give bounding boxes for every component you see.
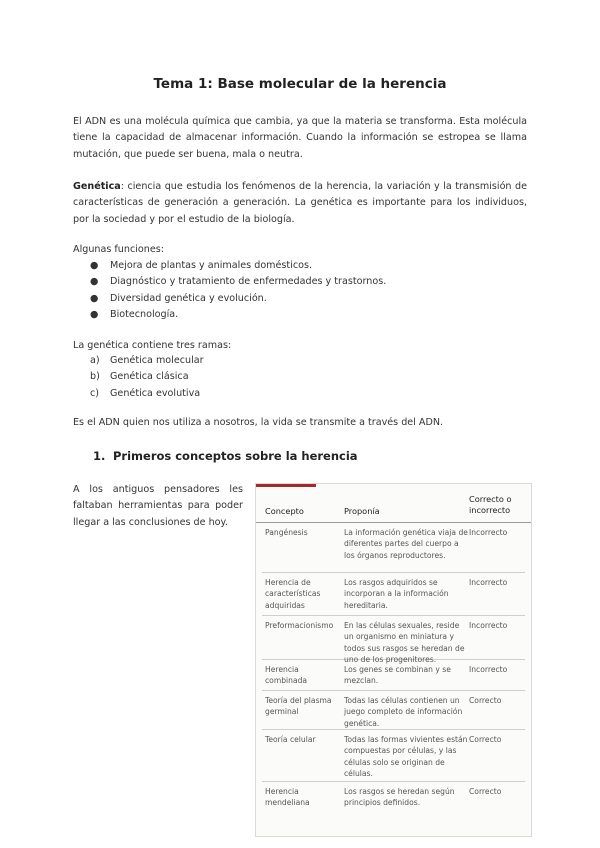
- branch-label: Genética evolutiva: [110, 387, 201, 399]
- bullet-icon: ●: [90, 292, 99, 304]
- branch-label: Genética molecular: [110, 355, 204, 366]
- concept-cell: Teoría celular: [265, 735, 316, 744]
- verdict-cell: Incorrecto: [469, 665, 508, 674]
- branch-label: Genética clásica: [110, 371, 189, 383]
- concept-cell: Pangénesis: [265, 528, 308, 537]
- header-concept: Concepto: [265, 506, 304, 516]
- intro-paragraph: El ADN es una molécula química que cambia, ya que la materia se transforma. Esta molécula tiene la capacidad de almacenar información. Cuando la información se estropea se llama mutación, que puede ser buena, mala o neutra.: [73, 116, 527, 160]
- function-text: Mejora de plantas y animales domésticos.: [110, 260, 313, 271]
- concept-cell: Teoría del plasma germinal: [265, 696, 332, 717]
- section-heading: [93, 449, 358, 463]
- genetics-term: Genética: [73, 181, 121, 192]
- proposal-cell: Los genes se combinan y se mezclan.: [344, 665, 451, 686]
- concept-cell: Herencia combinada: [265, 665, 308, 686]
- verdict-cell: Incorrecto: [469, 621, 508, 630]
- proposal-cell: En las células sexuales, reside un organismo en miniatura y todos sus rasgos se heredan de uno de los progenitores.: [344, 621, 465, 664]
- bullet-icon: ●: [90, 308, 99, 320]
- branch-marker: b): [90, 371, 100, 383]
- genetics-definition: : ciencia que estudia los fenómenos de la herencia, la variación y la transmisión de características de generación a generación. La genética es importante para los individuos, por la sociedad y por el estudio de la biología.: [73, 181, 527, 225]
- branch-marker: c): [90, 387, 100, 399]
- verdict-cell: Correcto: [469, 696, 502, 705]
- verdict-cell: Correcto: [469, 735, 502, 744]
- table-row: [262, 781, 525, 831]
- concept-cell: Herencia mendeliana: [265, 787, 310, 808]
- function-text: Diagnóstico y tratamiento de enfermedades y trastornos.: [110, 276, 387, 288]
- table-row: [262, 729, 525, 782]
- section-number: 1.: [93, 449, 106, 463]
- table-row: [262, 659, 525, 691]
- concept-cell: Herencia de características adquiridas: [265, 578, 321, 610]
- figure-accent-bar: [256, 484, 316, 487]
- function-text: Diversidad genética y evolución.: [110, 292, 267, 304]
- branch-marker: a): [90, 355, 100, 366]
- genetics-paragraph: [73, 179, 527, 228]
- table-row: [262, 690, 525, 730]
- function-text: Biotecnología.: [110, 308, 179, 320]
- concepts-table-figure: [255, 483, 532, 837]
- table-row: [262, 615, 525, 664]
- verdict-cell: Incorrecto: [469, 528, 508, 537]
- header-verdict: Correcto o incorrecto: [469, 494, 512, 515]
- functions-heading: Algunas funciones:: [73, 244, 164, 255]
- proposal-cell: Los rasgos adquiridos se incorporan a la información hereditaria.: [344, 578, 449, 610]
- concept-cell: Preformacionismo: [265, 621, 334, 630]
- page-title: Tema 1: Base molecular de la herencia: [153, 76, 447, 92]
- verdict-cell: Correcto: [469, 787, 502, 796]
- table-row: [262, 572, 525, 616]
- proposal-cell: Todas las formas vivientes están compuestas por células, y las células solo se originan de células.: [344, 735, 468, 778]
- section-paragraph: A los antiguos pensadores les faltaban herramientas para poder llegar a las conclusiones de hoy.: [73, 484, 243, 528]
- bullet-icon: ●: [90, 276, 99, 288]
- header-proposal: Proponía: [344, 506, 380, 516]
- table-row: [262, 522, 525, 573]
- branches-heading: La genética contiene tres ramas:: [73, 340, 232, 351]
- closing-sentence: Es el ADN quien nos utiliza a nosotros, la vida se transmite a través del ADN.: [73, 417, 444, 428]
- section-title: Primeros conceptos sobre la herencia: [113, 449, 358, 463]
- verdict-cell: Incorrecto: [469, 578, 508, 587]
- proposal-cell: La información genética viaja de diferentes partes del cuerpo a los órganos reproductores.: [344, 528, 468, 560]
- bullet-icon: ●: [90, 260, 99, 271]
- proposal-cell: Los rasgos se heredan según principios definidos.: [344, 787, 455, 808]
- proposal-cell: Todas las células contienen un juego completo de información genética.: [344, 696, 463, 728]
- table-header-row: [256, 490, 531, 523]
